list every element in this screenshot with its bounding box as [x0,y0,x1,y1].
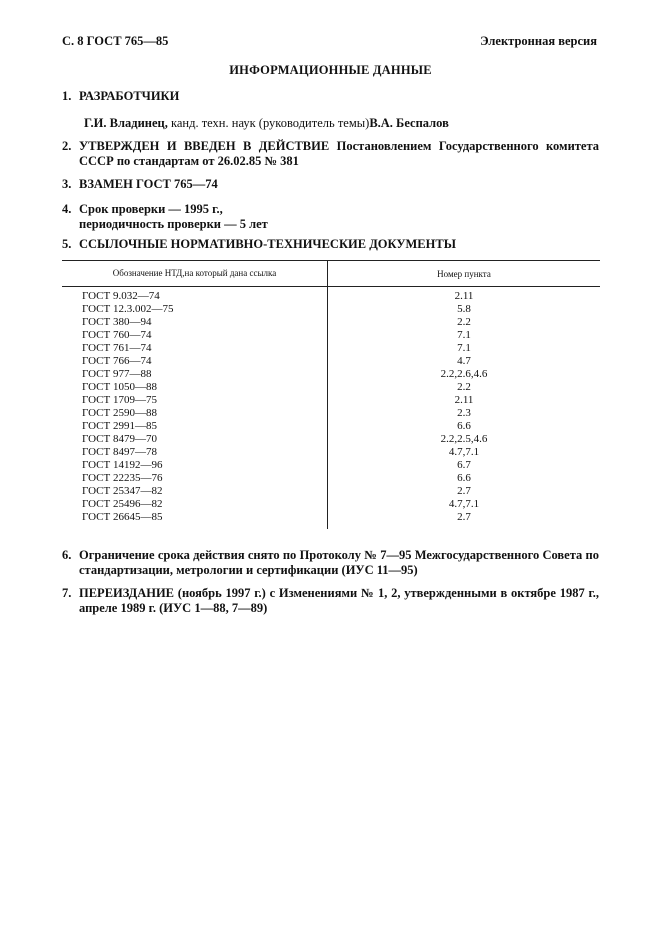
table-column-clauses [328,287,600,529]
table-cell-clause: 6.6 [457,420,471,432]
section-3 [62,177,600,192]
table-cell-document: ГОСТ 14192—96 [82,459,163,471]
section-6 [62,548,600,578]
table-cell-document: ГОСТ 22235—76 [82,472,163,484]
developer-name-2: В.А. Беспалов [369,116,449,130]
table-cell-clause: 2.7 [457,511,471,523]
section-7-text: (ноябрь 1997 г.) с Изменениями № 1, 2, утвержденными в октябре 1987 г., апреле 1989 г. (ИУС 1—88, 7—89) [79,586,599,615]
table-cell-document: ГОСТ 25496—82 [82,498,163,510]
table-cell-document: ГОСТ 2590—88 [82,407,157,419]
table-column-documents [62,287,328,529]
table-cell-document: ГОСТ 1709—75 [82,394,157,406]
table-cell-document: ГОСТ 380—94 [82,316,152,328]
table-cell-clause: 2.2,2.5,4.6 [440,433,488,445]
table-cell-document: ГОСТ 977—88 [82,368,152,380]
table-cell-clause: 4.7,7.1 [448,446,480,458]
section-2-content [79,139,599,169]
table-cell-clause: 6.7 [457,459,471,471]
table-body [62,287,600,529]
developer-name-1: Г.И. Владинец, [84,116,168,130]
table-cell-clause: 5.8 [457,303,471,315]
section-7 [62,586,600,616]
page-header-left: С. 8 ГОСТ 765—85 [62,34,169,48]
table-cell-document: ГОСТ 26645—85 [82,511,163,523]
table-cell-clause: 2.2 [457,381,471,393]
table-cell-document: ГОСТ 1050—88 [82,381,157,393]
section-2-number: 2. [62,139,72,153]
table-cell-document: ГОСТ 2991—85 [82,420,157,432]
table-cell-document: ГОСТ 8479—70 [82,433,157,445]
page-header-right: Электронная версия [480,34,597,48]
table-header-document: Обозначение НТД,на который дана ссылка [62,261,328,286]
section-1-heading: РАЗРАБОТЧИКИ [79,89,180,103]
section-2-heading: УТВЕРЖДЕН И ВВЕДЕН В ДЕЙСТВИЕ [79,139,330,153]
section-4-line-1: Срок проверки — 1995 г., [79,202,223,216]
section-3-heading: ВЗАМЕН ГОСТ 765—74 [79,177,218,191]
table-cell-clause: 2.3 [457,407,471,419]
table-cell-clause: 2.2,2.6,4.6 [440,368,488,380]
section-3-number: 3. [62,177,72,191]
table-cell-document: ГОСТ 8497—78 [82,446,157,458]
section-1-number: 1. [62,89,72,103]
section-4-number: 4. [62,202,72,216]
section-5-heading: ССЫЛОЧНЫЕ НОРМАТИВНО-ТЕХНИЧЕСКИЕ ДОКУМЕНТЫ [79,237,456,251]
section-2 [62,139,600,169]
page-title: ИНФОРМАЦИОННЫЕ ДАННЫЕ [229,63,432,77]
table-cell-clause: 2.7 [457,485,471,497]
table-cell-clause: 7.1 [457,329,471,341]
table-cell-document: ГОСТ 25347—82 [82,485,163,497]
table-cell-document: ГОСТ 12.3.002—75 [82,303,174,315]
section-2-text: Постановлением Государственного комитета СССР по стандартам от 26.02.85 № 381 [79,139,600,168]
section-7-number: 7. [62,586,72,600]
table-cell-document: ГОСТ 9.032—74 [82,290,160,302]
table-cell-clause: 4.7,7.1 [448,498,480,510]
section-5-number: 5. [62,237,72,251]
table-cell-clause: 4.7 [457,355,471,367]
section-7-heading: ПЕРЕИЗДАНИЕ [79,586,175,600]
section-1 [62,89,600,104]
section-7-content [79,586,599,616]
table-header-clause: Номер пункта [437,268,491,279]
table-cell-document: ГОСТ 760—74 [82,329,152,341]
table-cell-clause: 2.2 [457,316,471,328]
table-cell-clause: 2.11 [454,290,474,302]
table-cell-clause: 7.1 [457,342,471,354]
section-6-text: Ограничение срока действия снято по Протоколу № 7—95 Межгосударственного Совета по стандартизации, метрологии и сертификации (ИУС 11—95) [79,548,599,577]
table-cell-document: ГОСТ 761—74 [82,342,152,354]
developer-role: канд. техн. наук (руководитель темы) [167,116,370,130]
section-4 [62,202,600,232]
table-header-row [62,261,600,287]
developers-line [84,116,449,131]
table-cell-document: ГОСТ 766—74 [82,355,152,367]
section-4-content [79,202,599,232]
table-cell-clause: 6.6 [457,472,471,484]
references-table [62,260,600,529]
section-6-number: 6. [62,548,72,562]
section-4-line-2: периодичность проверки — 5 лет [79,217,268,231]
section-5 [62,237,600,252]
table-cell-clause: 2.11 [454,394,474,406]
